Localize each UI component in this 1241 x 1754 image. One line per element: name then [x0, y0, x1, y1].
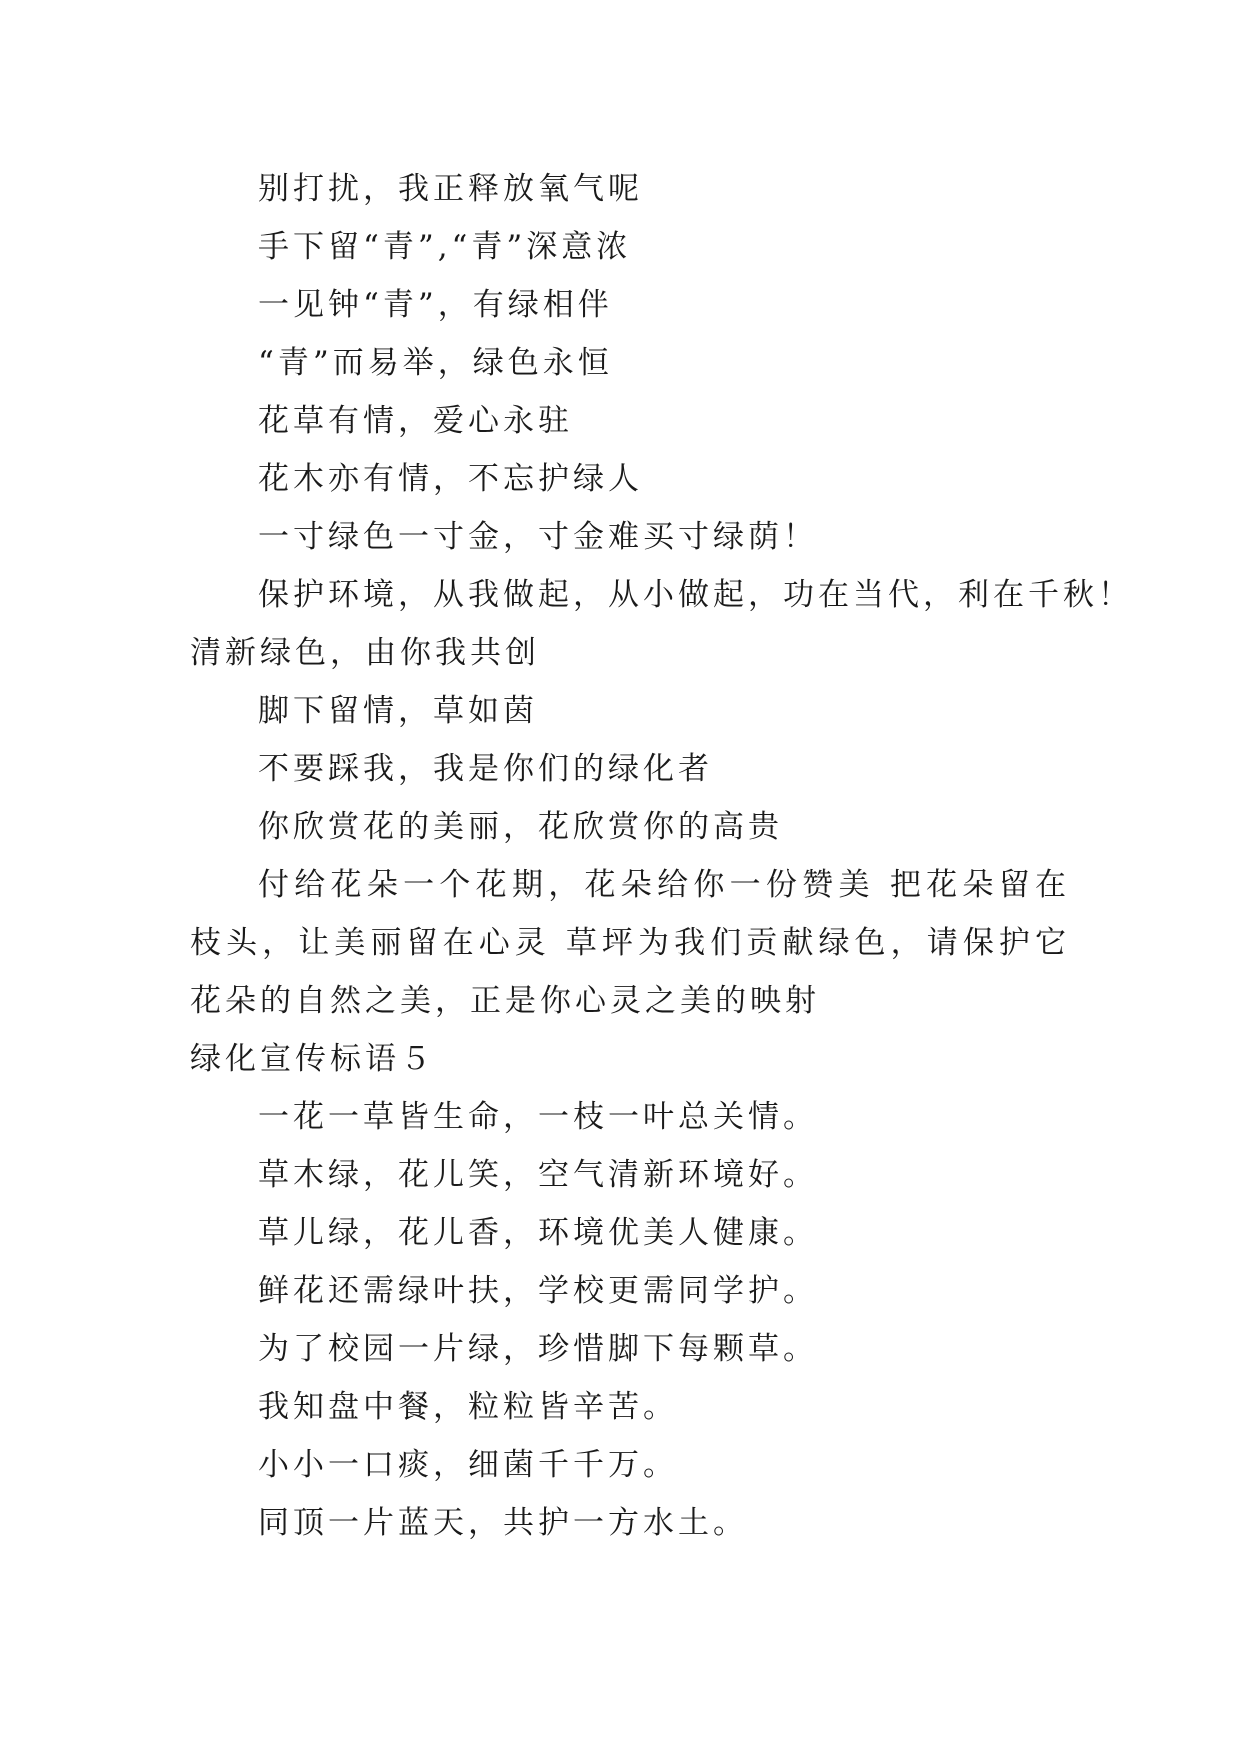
slogan-line: 草木绿，花儿笑，空气清新环境好。 — [258, 1157, 818, 1193]
slogan-line: 小小一口痰，细菌千千万。 — [258, 1447, 678, 1483]
slogan-line: 你欣赏花的美丽，花欣赏你的高贵 — [258, 809, 783, 845]
slogan-line: 一见钟“青”，有绿相伴 — [258, 287, 613, 323]
slogan-line: 保护环境，从我做起，从小做起，功在当代，利在千秋！ — [258, 577, 1133, 613]
slogan-line: 手下留“青”,“青”深意浓 — [258, 229, 632, 265]
slogan-line-continued: 清新绿色，由你我共创 — [190, 635, 540, 671]
slogan-line: 别打扰，我正释放氧气呢 — [258, 171, 643, 207]
slogan-paragraph: 付给花朵一个花期，花朵给你一份赞美 把花朵留在枝头，让美丽留在心灵 草坪为我们贡献绿色，请保护它 花朵的自然之美，正是你心灵之美的映射 — [190, 867, 1070, 1019]
slogan-line: 不要踩我，我是你们的绿化者 — [258, 751, 713, 787]
slogan-line: 同顶一片蓝天，共护一方水土。 — [258, 1505, 748, 1541]
slogan-line: 鲜花还需绿叶扶，学校更需同学护。 — [258, 1273, 818, 1309]
slogan-line: 花草有情，爱心永驻 — [258, 403, 573, 439]
section-heading: 绿化宣传标语５ — [190, 1041, 435, 1077]
slogan-line: 花木亦有情，不忘护绿人 — [258, 461, 643, 497]
slogan-line: 为了校园一片绿，珍惜脚下每颗草。 — [258, 1331, 818, 1367]
slogan-line: 一寸绿色一寸金，寸金难买寸绿荫！ — [258, 519, 818, 555]
slogan-line: 一花一草皆生命，一枝一叶总关情。 — [258, 1099, 818, 1135]
slogan-line: “青”而易举，绿色永恒 — [258, 345, 613, 381]
document-page — [190, 160, 1133, 1552]
slogan-line: 草儿绿，花儿香，环境优美人健康。 — [258, 1215, 818, 1251]
slogan-line: 脚下留情，草如茵 — [258, 693, 538, 729]
slogan-line: 我知盘中餐，粒粒皆辛苦。 — [258, 1389, 678, 1425]
